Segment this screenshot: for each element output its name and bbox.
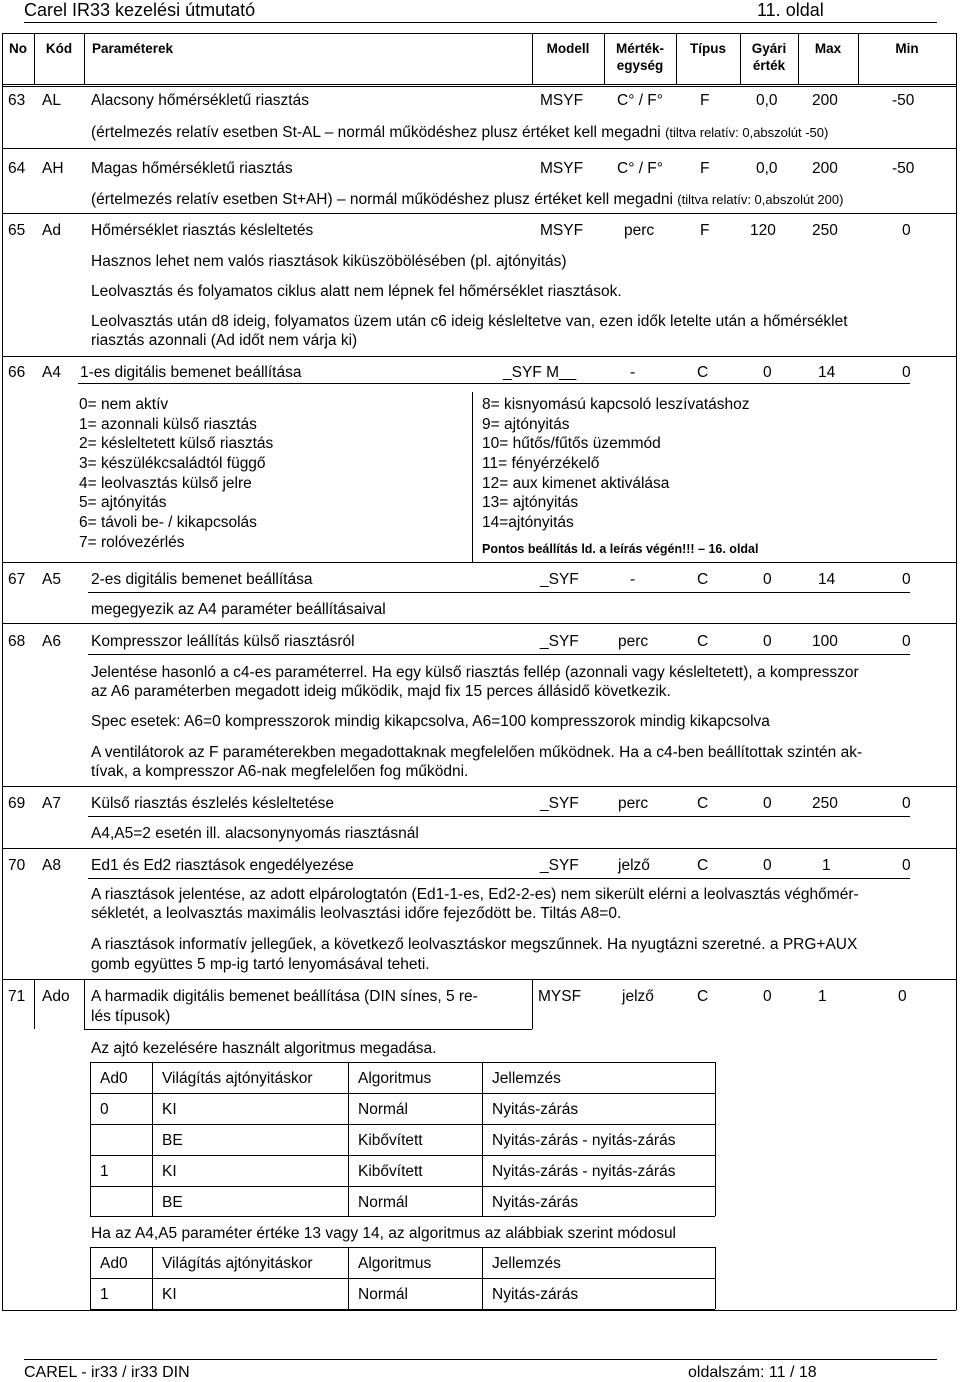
header-mertek-1: Mérték- [615, 41, 664, 56]
table-cell: Kibővített [358, 1132, 423, 1149]
row-max: 200 [812, 160, 838, 177]
row-tipus: F [700, 92, 710, 109]
row-gyari: 120 [750, 222, 776, 239]
row-note: A ventilátorok az F paraméterekben megadottaknak megfelelően működnek. Ha a c4-ben beállítottak szintén ak- [91, 744, 863, 761]
header-modell: Modell [546, 41, 590, 56]
option-item: 12= aux kimenet aktiválása [482, 475, 670, 492]
doc-title: Carel IR33 kezelési útmutató [24, 0, 256, 20]
header-mertek-2: egység [616, 58, 664, 73]
row-note: Leolvasztás után d8 ideig, folyamatos üzem után c6 ideig késleltetve van, ezen idők letelte után a hőmérséklet [91, 313, 848, 330]
row-gyari: 0,0 [756, 92, 778, 109]
note-main: (értelmezés relatív esetben St-AL – normál működéshez plusz értéket kell megadni [91, 124, 666, 141]
row-param: A harmadik digitális bemenet beállítása (DIN sínes, 5 re- [91, 988, 478, 1005]
row-no: 66 [8, 364, 26, 381]
row-egyseg: perc [618, 633, 649, 650]
row-min: 0 [902, 364, 911, 381]
note-small: (tiltva relatív: 0,abszolút -50) [665, 125, 829, 140]
row-param: Alacsony hőmérsékletű riasztás [91, 92, 309, 109]
row-max: 14 [818, 364, 836, 381]
option-item: 11= fényérzékelő [482, 455, 600, 472]
option-item: 2= késleltetett külső riasztás [79, 435, 274, 452]
row-kod: A8 [42, 857, 61, 874]
row-note: A riasztások jelentése, az adott elpárologtatón (Ed1-1-es, Ed2-2-es) nem sikerült elérni a leolvasztás véghőmér- [91, 886, 859, 903]
table-header-cell: Világítás ajtónyitáskor [162, 1070, 313, 1087]
option-item: 8= kisnyomású kapcsoló leszívatáshoz [482, 396, 750, 413]
row-tipus: C [697, 988, 709, 1005]
row-note: az A6 paraméterben megadott ideig működik, majd fix 15 perces állásidő következik. [91, 683, 671, 700]
header-kod: Kód [45, 41, 73, 56]
row-note: A riasztások informatív jellegűek, a következő leolvasztáskor megszűnnek. Ha nyugtázni szeretné. a PRG+AUX [91, 936, 858, 953]
row-tipus: C [697, 571, 709, 588]
option-item: 6= távoli be- / kikapcsolás [79, 514, 257, 531]
row-max: 100 [812, 633, 838, 650]
row-param: Külső riasztás észlelés késleltetése [91, 795, 334, 812]
table-cell: Nyitás-zárás - nyitás-zárás [492, 1132, 676, 1149]
option-item: 4= leolvasztás külső jelre [79, 475, 252, 492]
row-kod: A5 [42, 571, 61, 588]
footer-page-number: oldalszám: 11 / 18 [688, 1364, 817, 1381]
row-param: Kompresszor leállítás külső riasztásról [91, 633, 355, 650]
table-cell: KI [162, 1163, 177, 1180]
option-item: 14=ajtónyitás [482, 514, 574, 531]
row-max: 250 [812, 222, 838, 239]
table-header-cell: Világítás ajtónyitáskor [162, 1255, 313, 1272]
row-gyari: 0 [763, 988, 772, 1005]
table-cell: 1 [100, 1163, 109, 1180]
row-note: tívak, a kompresszor A6-nak megfelelően fog működni. [91, 763, 469, 780]
row-modell: MYSF [538, 988, 582, 1005]
table-cell: Nyitás-zárás [492, 1101, 579, 1118]
header-min: Min [895, 41, 919, 56]
row-note: megegyezik az A4 paraméter beállításaival [91, 601, 386, 618]
row-min: 0 [902, 857, 911, 874]
row-modell: _SYF [540, 571, 579, 588]
row-tipus: C [697, 857, 709, 874]
row-min: -50 [892, 160, 915, 177]
row-max: 1 [818, 988, 827, 1005]
footer-left: CAREL - ir33 / ir33 DIN [24, 1364, 190, 1381]
row-gyari: 0 [763, 857, 772, 874]
row-param: Magas hőmérsékletű riasztás [91, 160, 293, 177]
row-param: lés típusok) [91, 1008, 171, 1025]
row-max: 250 [812, 795, 838, 812]
header-max: Max [814, 41, 842, 56]
table-cell: BE [162, 1132, 183, 1149]
note-small: (tiltva relatív: 0,abszolút 200) [677, 192, 844, 207]
table-cell: 1 [100, 1286, 109, 1303]
option-item: 1= azonnali külső riasztás [79, 416, 257, 433]
row-egyseg: perc [624, 222, 655, 239]
footer-rule [24, 1359, 937, 1360]
row-kod: A6 [42, 633, 61, 650]
table-cell: 0 [100, 1101, 109, 1118]
row-max: 1 [822, 857, 831, 874]
row-gyari: 0 [763, 364, 772, 381]
table-cell: Kibővített [358, 1163, 423, 1180]
option-item: 13= ajtónyitás [482, 494, 579, 511]
row-param: Ed1 és Ed2 riasztások engedélyezése [91, 857, 354, 874]
row-modell: MSYF [540, 160, 584, 177]
row-modell: _SYF [540, 795, 579, 812]
row-kod: A7 [42, 795, 61, 812]
row-kod: AL [42, 92, 61, 109]
row-kod: A4 [42, 364, 61, 381]
header-rule [24, 22, 937, 23]
row-param: 1-es digitális bemenet beállítása [80, 364, 302, 381]
row-kod: AH [42, 160, 64, 177]
option-item: 7= rolóvezérlés [79, 534, 185, 551]
table-cell: Normál [358, 1101, 408, 1118]
row-no: 71 [8, 988, 26, 1005]
table-cell: Normál [358, 1286, 408, 1303]
row-min: 0 [902, 795, 911, 812]
row-no: 67 [8, 571, 26, 588]
row-min: 0 [902, 222, 911, 239]
header-tipus: Típus [690, 41, 726, 56]
table-header-cell: Jellemzés [492, 1255, 561, 1272]
option-item: 3= készülékcsaládtól függő [79, 455, 266, 472]
table-cell: Nyitás-zárás [492, 1286, 579, 1303]
header-gyari-1: Gyári [751, 41, 787, 56]
row-note: Hasznos lehet nem valós riasztások kiküszöbölésében (pl. ajtónyitás) [91, 253, 567, 270]
row-note [91, 191, 843, 209]
row-param: 2-es digitális bemenet beállítása [91, 571, 313, 588]
table-cell: KI [162, 1286, 177, 1303]
row-param: Hőmérséklet riasztás késleltetés [91, 222, 314, 239]
options-note: Pontos beállítás ld. a leírás végén!!! – 16. oldal [482, 542, 759, 556]
row-tipus: F [700, 160, 710, 177]
option-item: 9= ajtónyitás [482, 416, 570, 433]
table-cell: BE [162, 1194, 183, 1211]
row-no: 65 [8, 222, 26, 239]
row-gyari: 0,0 [756, 160, 778, 177]
row-tipus: C [697, 364, 709, 381]
row-tipus: C [697, 795, 709, 812]
row-note: sékletét, a leolvasztás maximális leolvasztási időre fejeződött be. Tiltás A8=0. [91, 905, 622, 922]
row-no: 69 [8, 795, 26, 812]
row-egyseg: - [630, 571, 636, 588]
table-cell: KI [162, 1101, 177, 1118]
row-note: Az ajtó kezelésére használt algoritmus megadása. [91, 1040, 437, 1057]
header-no: No [9, 41, 27, 56]
row-gyari: 0 [763, 795, 772, 812]
table-header-cell: Algoritmus [358, 1255, 432, 1272]
page-label: 11. oldal [757, 0, 824, 20]
row-note: Leolvasztás és folyamatos ciklus alatt nem lépnek fel hőmérséklet riasztások. [91, 283, 622, 300]
row-min: -50 [892, 92, 915, 109]
header-gyari-2: érték [752, 58, 786, 73]
row-note [91, 124, 828, 142]
row-egyseg: jelző [618, 857, 650, 874]
row-no: 68 [8, 633, 26, 650]
option-item: 0= nem aktív [79, 396, 169, 413]
table-cell: Nyitás-zárás [492, 1194, 579, 1211]
row-min: 0 [902, 571, 911, 588]
row-egyseg: perc [618, 795, 649, 812]
row-modell: MSYF [540, 222, 584, 239]
row-no: 70 [8, 857, 26, 874]
row-gyari: 0 [763, 571, 772, 588]
row-note: Spec esetek: A6=0 kompresszorok mindig kikapcsolva, A6=100 kompresszorok mindig kikapcsolva [91, 713, 770, 730]
option-item: 5= ajtónyitás [79, 494, 167, 511]
table-header-cell: Ad0 [100, 1070, 128, 1087]
table-cell: Nyitás-zárás - nyitás-zárás [492, 1163, 676, 1180]
row-kod: Ado [42, 988, 70, 1005]
row-modell: _SYF M__ [503, 364, 577, 381]
table-cell: Normál [358, 1194, 408, 1211]
row-gyari: 0 [763, 633, 772, 650]
row-egyseg: C° / F° [617, 160, 663, 177]
row-no: 63 [8, 92, 26, 109]
row-note: A4,A5=2 esetén ill. alacsonynyomás riasztásnál [91, 825, 419, 842]
row-note: Ha az A4,A5 paraméter értéke 13 vagy 14, az algoritmus az alábbiak szerint módosul [91, 1225, 677, 1242]
row-max: 14 [818, 571, 836, 588]
row-modell: _SYF [540, 633, 579, 650]
row-min: 0 [898, 988, 907, 1005]
row-note: gomb együttes 5 mp-ig tartó lenyomásával teheti. [91, 956, 430, 973]
row-kod: Ad [42, 222, 61, 239]
row-min: 0 [902, 633, 911, 650]
row-note: riasztás azonnali (Ad időt nem várja ki) [91, 332, 358, 349]
note-main: (értelmezés relatív esetben St+AH) – normál működéshez plusz értéket kell megadni [91, 191, 678, 208]
option-item: 10= hűtős/fűtős üzemmód [482, 435, 661, 452]
row-tipus: F [700, 222, 710, 239]
row-egyseg: - [630, 364, 636, 381]
table-header-cell: Ad0 [100, 1255, 128, 1272]
row-no: 64 [8, 160, 26, 177]
table-header-cell: Jellemzés [492, 1070, 561, 1087]
row-egyseg: C° / F° [617, 92, 663, 109]
row-egyseg: jelző [622, 988, 654, 1005]
row-modell: _SYF [540, 857, 579, 874]
row-max: 200 [812, 92, 838, 109]
table-header-cell: Algoritmus [358, 1070, 432, 1087]
header-param: Paraméterek [92, 41, 174, 56]
row-tipus: C [697, 633, 709, 650]
row-note: Jelentése hasonló a c4-es paraméterrel. Ha egy külső riasztás fellép (azonnali vagy késleltetett), a kompresszor [91, 664, 859, 681]
row-modell: MSYF [540, 92, 584, 109]
